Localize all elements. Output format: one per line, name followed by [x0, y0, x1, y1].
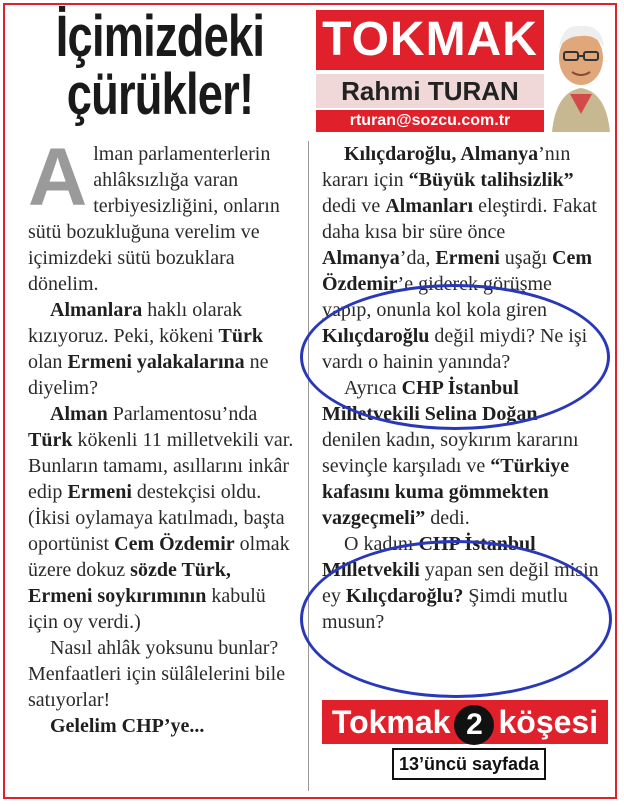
emphasis: Türk	[28, 429, 73, 451]
masthead	[316, 10, 612, 128]
drop-cap: A	[28, 132, 88, 223]
paragraph-text: Şimdi mutlu musun?	[322, 585, 568, 633]
emphasis: Almanlara	[50, 299, 143, 321]
author-portrait-icon	[548, 10, 614, 132]
emphasis: Ermeni	[67, 481, 132, 503]
emphasis: Cem Özdemir	[114, 533, 235, 555]
column-brand: TOKMAK	[316, 10, 544, 70]
promo-box	[322, 700, 608, 784]
emphasis: Alman	[50, 403, 108, 425]
author-name: Rahmi TURAN	[316, 74, 544, 108]
emphasis: CHP İstanbul	[401, 377, 519, 399]
emphasis: Cem Özdemir	[322, 247, 592, 295]
paragraph-text: eleştirdi. Fakat daha kısa bir süre önce	[322, 195, 597, 243]
paragraph-text: kökenli 11 milletvekili var. Bunların tamamı, asıllarını inkâr edip	[28, 429, 294, 503]
emphasis: CHP İstanbul Milletvekili	[322, 533, 536, 581]
paragraph	[28, 297, 300, 401]
paragraph-text: ’nın kararı için	[322, 143, 571, 191]
paragraph-text: haklı olarak kızıyoruz. Peki, kökeni	[28, 299, 243, 347]
emphasis: Kılıçdaroğlu?	[345, 585, 464, 607]
paragraph-text: dedi.	[425, 507, 470, 529]
promo-page-ref: 13’üncü sayfada	[392, 748, 546, 780]
paragraph-text: dedi ve	[322, 195, 386, 217]
paragraph-text: O kadını	[344, 533, 419, 555]
paragraph	[28, 635, 300, 713]
emphasis: Ermeni yalakalarına	[67, 351, 245, 373]
paragraph-text: ’da,	[399, 247, 436, 269]
paragraph-text: Parlamentosu’nda	[107, 403, 258, 425]
promo-number: 2	[454, 705, 494, 745]
annotation-circle	[300, 284, 610, 430]
paragraph	[28, 132, 300, 297]
emphasis: “Türkiye kafasını kuma gömmekten vazgeçmeli”	[322, 455, 570, 529]
emphasis: Ermeni	[435, 247, 500, 269]
paragraph-text: ’e giderek görüşme yapıp, onunla kol kola giren	[322, 273, 552, 321]
emphasis: Almanya	[322, 247, 400, 269]
article-column-left	[28, 132, 300, 739]
emphasis: Kılıçdaroğlu, Almanya	[344, 143, 539, 165]
emphasis: sözde Türk, Ermeni soykırımının	[28, 559, 231, 607]
author-email[interactable]: rturan@sozcu.com.tr	[316, 110, 544, 132]
emphasis: Milletvekili Selina Doğan	[322, 403, 538, 425]
emphasis: Türk	[218, 325, 263, 347]
headline-line2: çürükler!	[66, 62, 254, 127]
emphasis: Gelelim CHP’ye...	[50, 715, 205, 737]
paragraph-text: Ayrıca	[344, 377, 402, 399]
annotation-circle	[300, 540, 612, 698]
paragraph-text: uşağı	[499, 247, 552, 269]
promo-title-right: köşesi	[498, 704, 599, 740]
paragraph-text: yapan sen değil misin ey	[322, 559, 599, 607]
paragraph-text: denilen kadın, soykırım kararını sevinçle karşıladı ve	[322, 429, 579, 477]
paragraph-text: olmak üzere dokuz	[28, 533, 290, 581]
paragraph-text: Nasıl ahlâk yoksunu bunlar? Menfaatleri için sülâlelerini bile satıyorlar!	[28, 637, 286, 711]
emphasis: “Büyük talihsizlik”	[408, 169, 574, 191]
headline	[43, 4, 277, 127]
promo-title-left: Tokmak	[331, 704, 451, 740]
paragraph-text: olan	[28, 351, 68, 373]
author-photo	[548, 10, 614, 132]
paragraph-text: lman parlamenterlerin ahlâksızlığa varan terbiyesizliğini, onların sütü bozukluğuna verelim ve içimizdeki sütü bozuklara dönelim.	[28, 143, 280, 295]
paragraph	[28, 401, 300, 635]
headline-line1: İçimizdeki	[55, 4, 265, 69]
paragraph-text: değil miydi? Ne işi vardı o hainin yanında?	[322, 325, 588, 373]
promo-banner	[322, 700, 608, 744]
emphasis: Kılıçdaroğlu	[322, 325, 430, 347]
paragraph-text: destekçisi oldu. (İkisi oylamaya katılmadı, başta oportünist	[28, 481, 285, 555]
emphasis: Almanları	[385, 195, 474, 217]
paragraph-text: kabulü için oy verdi.)	[28, 585, 266, 633]
column-divider	[308, 141, 309, 791]
paragraph-text: ne diyelim?	[28, 351, 269, 399]
paragraph	[28, 713, 300, 739]
